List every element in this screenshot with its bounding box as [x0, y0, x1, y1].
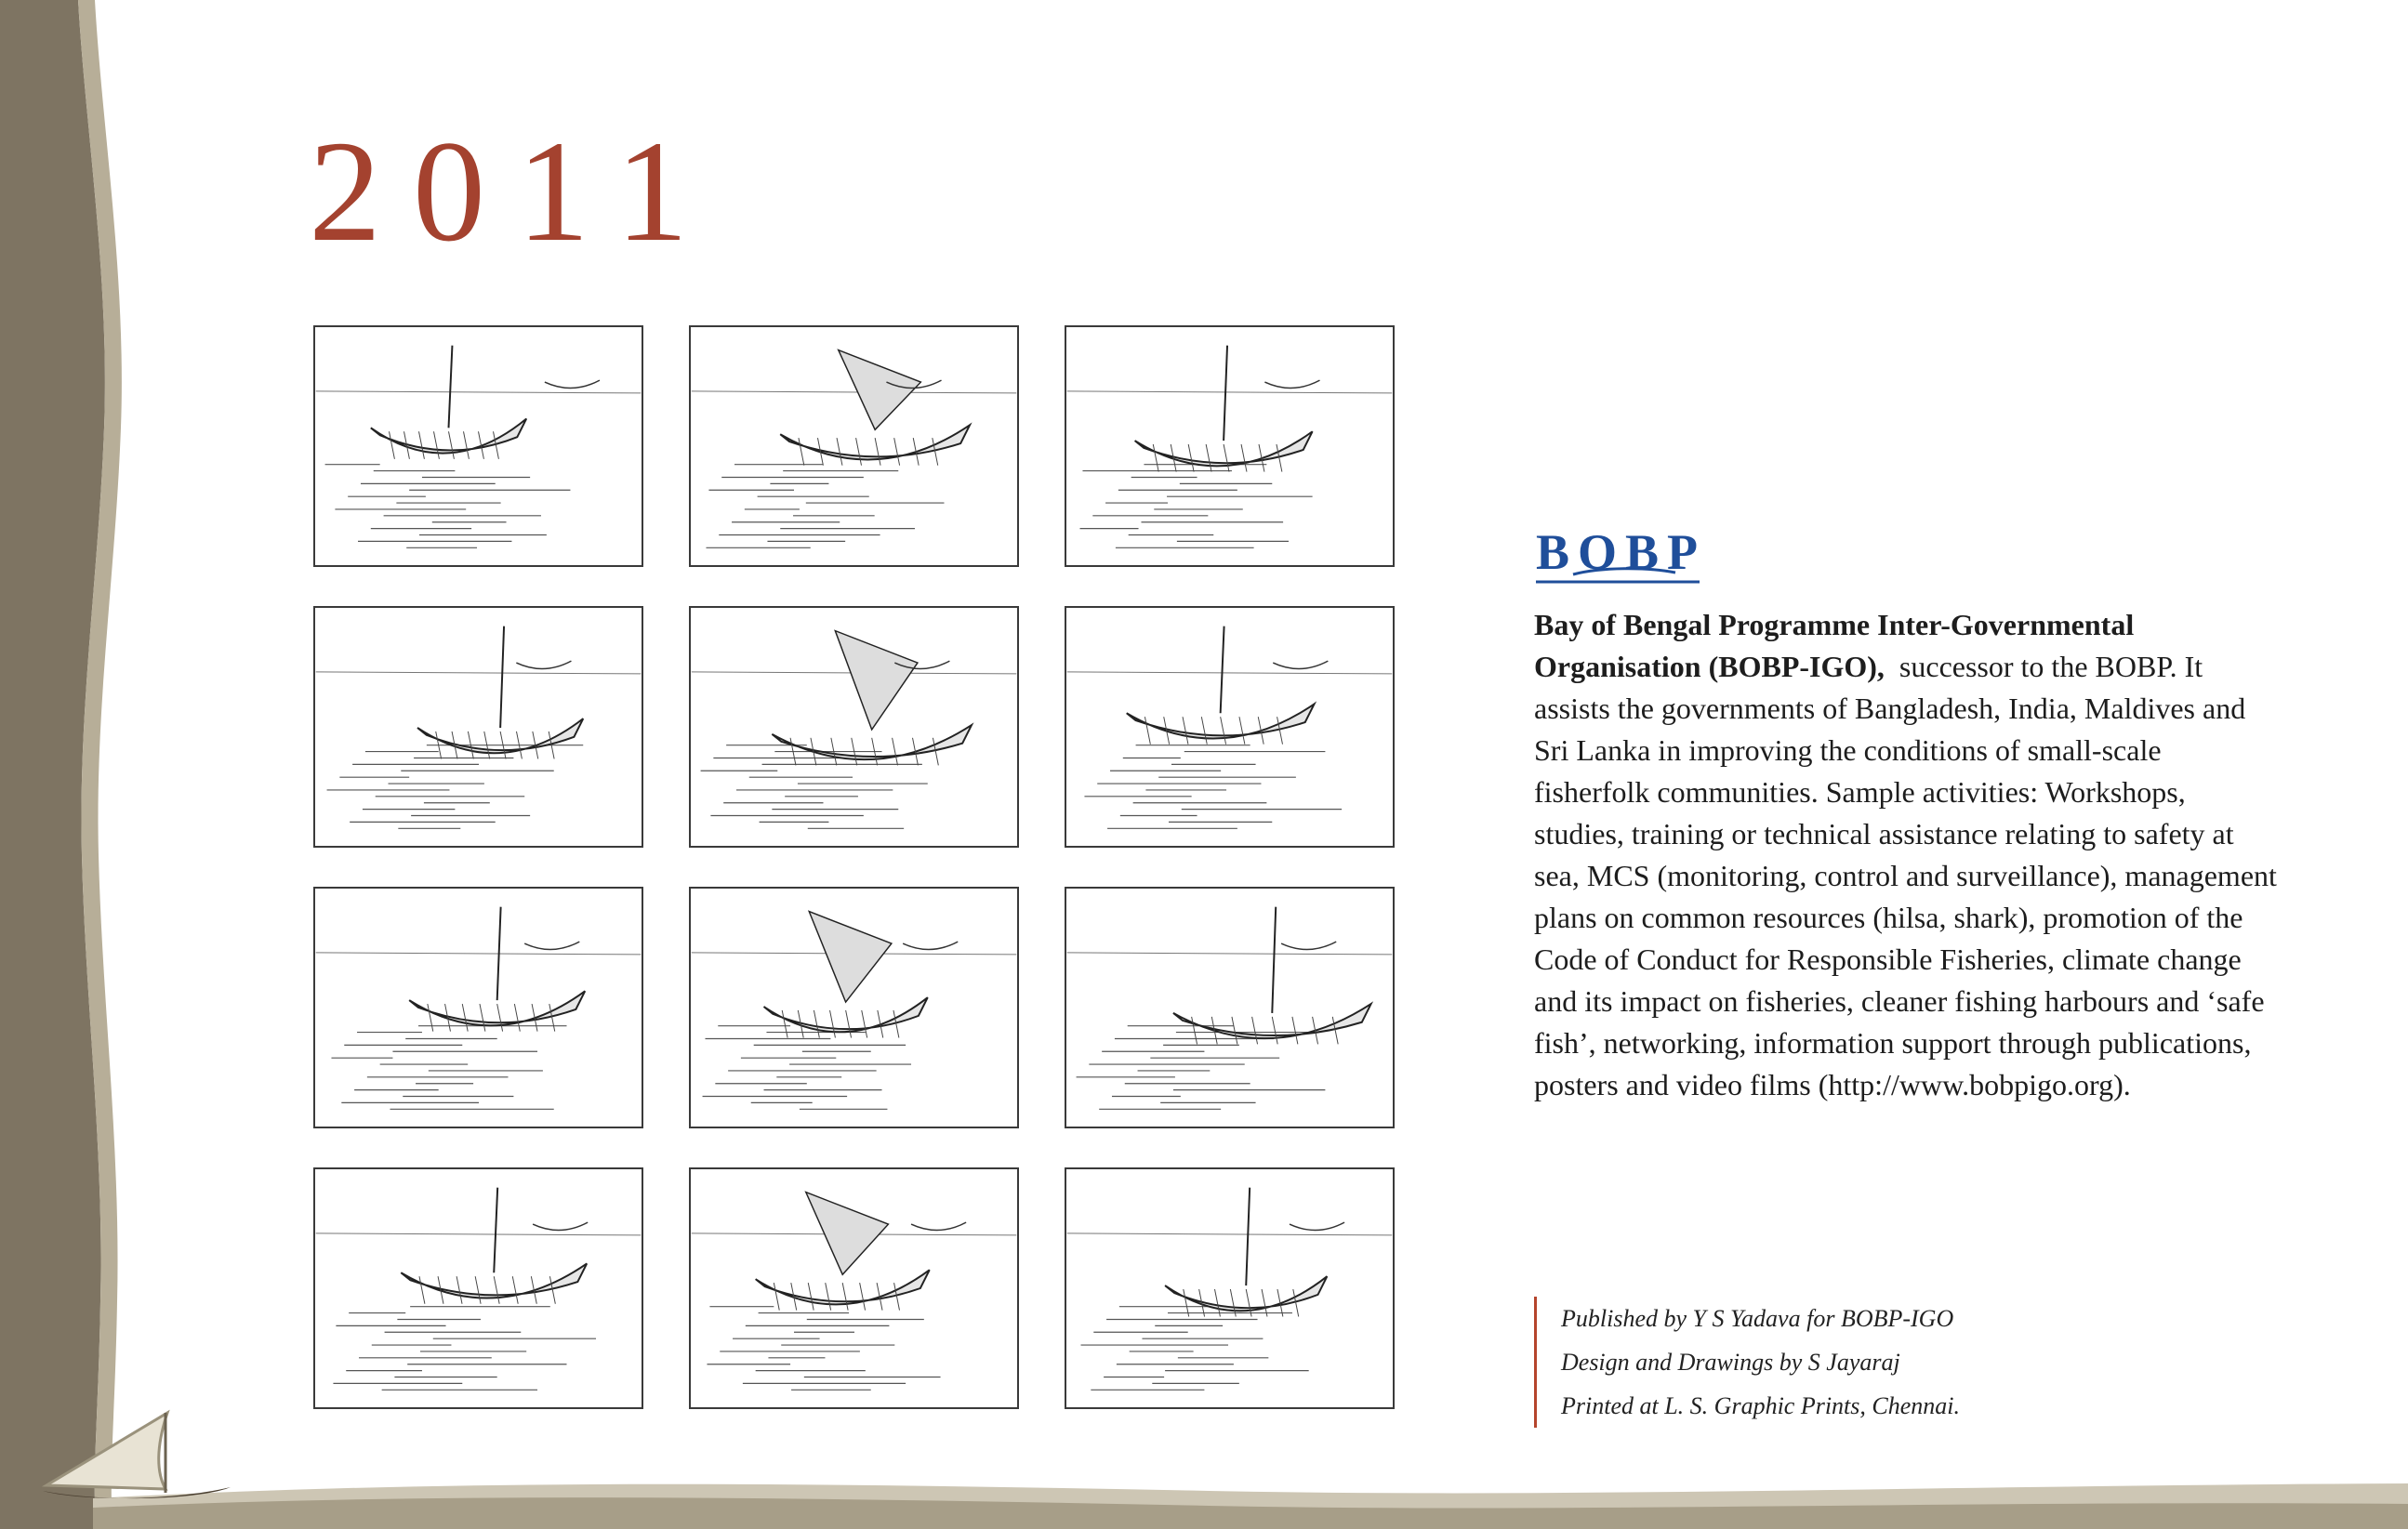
- beached-boat-sketch-icon: [315, 889, 642, 1127]
- sailboat-sketch-icon: [691, 327, 1017, 565]
- sketch-thumbnail: [1065, 606, 1395, 848]
- harbour-sketch-icon: [691, 889, 1017, 1127]
- sketch-thumbnail: [1065, 325, 1395, 567]
- sketch-thumbnail: [689, 606, 1019, 848]
- bobp-logo-text: BOBP: [1536, 524, 1698, 580]
- successor-note: successor to the BOBP.: [1899, 650, 2177, 683]
- credits-block: [1534, 1297, 1960, 1428]
- organisation-info: [1534, 604, 2278, 1106]
- shore-boat-sketch-icon: [315, 1169, 642, 1407]
- sketch-thumbnail: [1065, 1167, 1395, 1409]
- boat-sketch-icon: [315, 327, 642, 565]
- canoe-sketch-icon: [1066, 889, 1393, 1127]
- masted-boat-sketch-icon: [315, 608, 642, 846]
- sketch-thumbnail: [313, 1167, 643, 1409]
- sketch-thumbnail: [313, 887, 643, 1128]
- calendar-year: 2011: [309, 111, 721, 271]
- sketch-thumbnail: [1065, 887, 1395, 1128]
- sketch-thumbnail: [689, 887, 1019, 1128]
- patched-sail-sketch-icon: [691, 1169, 1017, 1407]
- sketch-thumbnail: [313, 606, 643, 848]
- sketch-thumbnail: [689, 1167, 1019, 1409]
- raft-sketch-icon: [1066, 608, 1393, 846]
- trawler-sketch-icon: [691, 608, 1017, 846]
- fleet-sketch-icon: [1066, 327, 1393, 565]
- organisation-name: Bay of Bengal Programme Inter-Governmental Organisation (BOBP-IGO),: [1534, 608, 2135, 683]
- credit-printer: Printed at L. S. Graphic Prints, Chennai.: [1561, 1392, 1960, 1419]
- credit-design: Design and Drawings by S Jayaraj: [1561, 1349, 1900, 1376]
- sketch-thumbnail: [689, 325, 1019, 567]
- organisation-description: It assists the governments of Bangladesh, India, Maldives and Sri Lanka in improving the conditions of small-scale fisherfolk communities. Sample activities: Workshops, studies, training or technical assistance relating to safety at sea, MCS (monitoring, control and surveillance), management plans on common resources (hilsa, shark), promotion of the Code of Conduct for Responsible Fisheries, climate change and its impact on fisheries, cleaner fishing harbours and ‘safe fish’, networking, information support through publications, posters and video films (http://www.bobpigo.org).: [1534, 650, 2277, 1101]
- sketch-thumbnail: [313, 325, 643, 567]
- bobp-logo: [1536, 522, 1700, 586]
- fishing-vessel-sketch-icon: [1066, 1169, 1393, 1407]
- credit-publisher: Published by Y S Yadava for BOBP-IGO: [1561, 1305, 1954, 1332]
